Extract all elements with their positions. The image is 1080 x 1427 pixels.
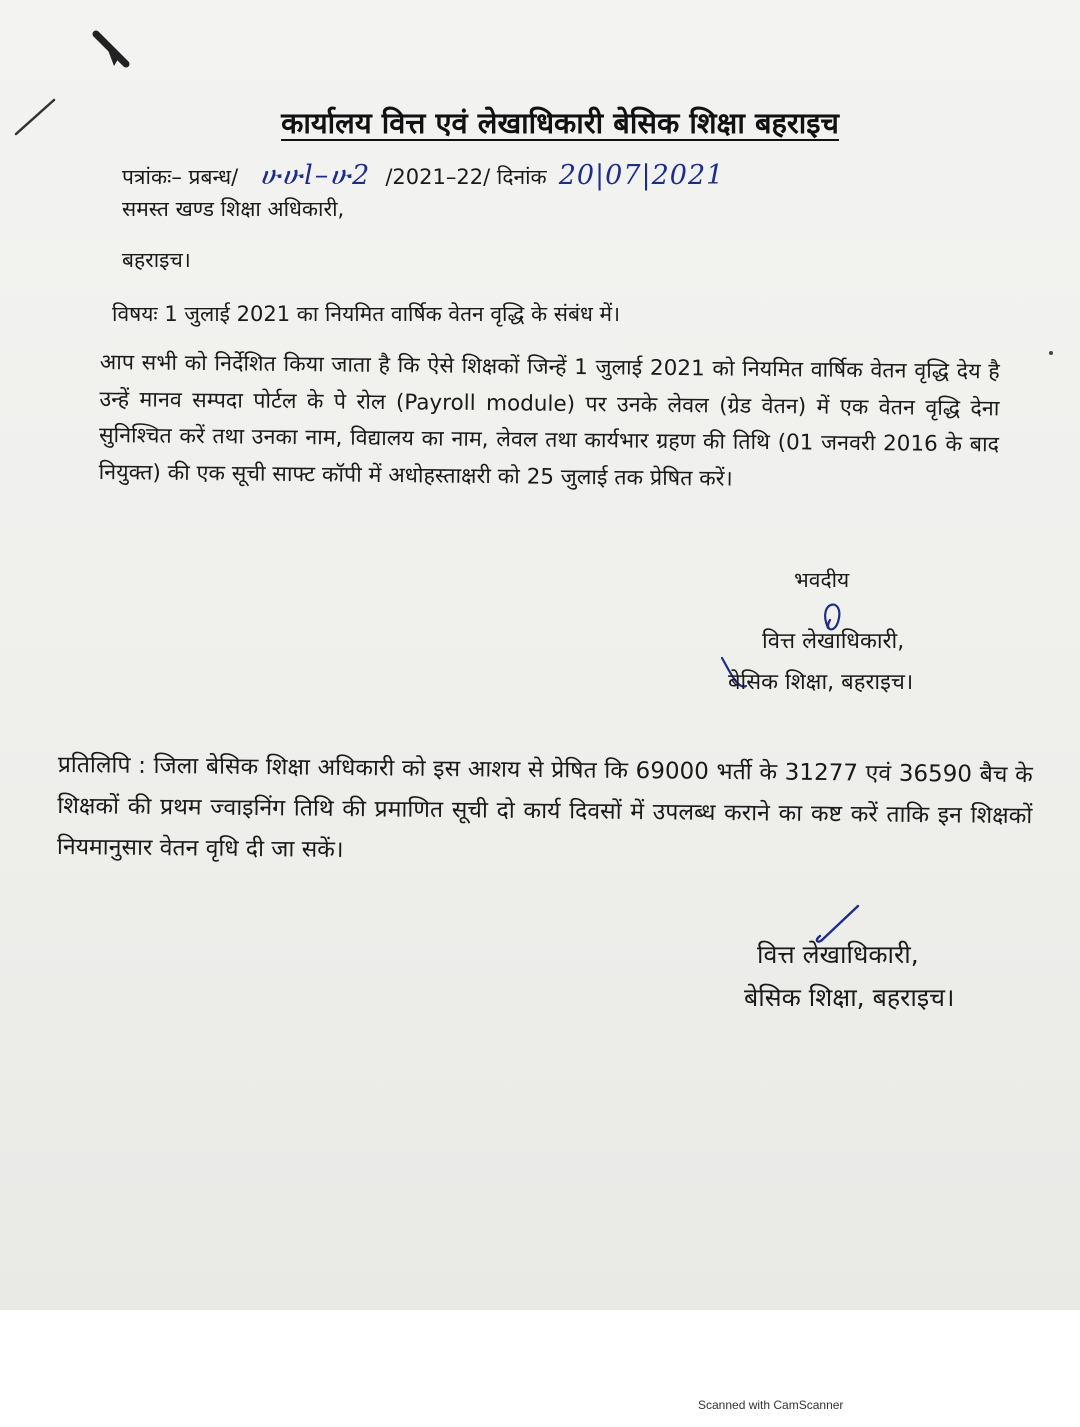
closing-salutation: भवदीय: [794, 568, 850, 592]
addressee-line-2: बहराइच।: [122, 248, 191, 272]
body-paragraph: आप सभी को निर्देशित किया जाता है कि ऐसे शिक्षकों जिन्हें 1 जुलाई 2021 को नियमित वार्षिक वेतन वृद्धि देय है उन्हें मानव सम्पदा पोर्टल के पे रोल (Payroll module) पर उनके लेवल (ग्रेड वेतन) में एक वेतन वृद्धि देना सुनिश्चित करें तथा उनका नाम, विद्यालय का नाम, लेवल तथा कार्यभार ग्रहण की तिथि (01 जनवरी 2016 के बाद नियुक्त) की एक सूची साफ्ट कॉपी में अधोहस्ताक्षरी को 25 जुलाई तक प्रेषित करें।: [98, 349, 1000, 492]
signatory-title: वित्त लेखाधिकारी,: [762, 629, 905, 654]
subject-line: विषयः 1 जुलाई 2021 का नियमित वार्षिक वेतन वृद्धि के संबंध में।: [112, 302, 621, 326]
date-label: दिनांक: [496, 165, 547, 189]
scanner-watermark: Scanned with CamScanner: [698, 1398, 844, 1412]
signatory-office: बेसिक शिक्षा, बहराइच।: [728, 670, 914, 695]
reference-line: [122, 160, 724, 192]
addressee-line-1: समस्त खण्ड शिक्षा अधिकारी,: [122, 197, 345, 221]
office-heading: कार्यालय वित्त एवं लेखाधिकारी बेसिक शिक्षा बहराइच: [281, 106, 839, 140]
copy-signatory-office: बेसिक शिक्षा, बहराइच।: [744, 983, 955, 1012]
copy-to-paragraph: प्रतिलिपि : जिला बेसिक शिक्षा अधिकारी को इस आशय से प्रेषित कि 69000 भर्ती के 31277 एवं 36590 बैच के शिक्षकों की प्रथम ज्वाइनिंग तिथि की प्रमाणित सूची दो कार्य दिवसों में उपलब्ध कराने का कष्ट करें ताकि इन शिक्षकों नियमानुसार वेतन वृधि दी जा सकें।: [56, 751, 1033, 863]
date-handwritten: 20|07|2021: [558, 160, 725, 191]
scan-speck: [1048, 350, 1054, 356]
copy-signatory-title: वित्त लेखाधिकारी,: [757, 940, 919, 969]
reference-prefix: पत्रांकः– प्रबन्ध/: [122, 165, 239, 189]
reference-number-handwritten: ሁሁl–ሁ2: [260, 160, 372, 191]
reference-year: /2021–22/: [385, 165, 491, 189]
